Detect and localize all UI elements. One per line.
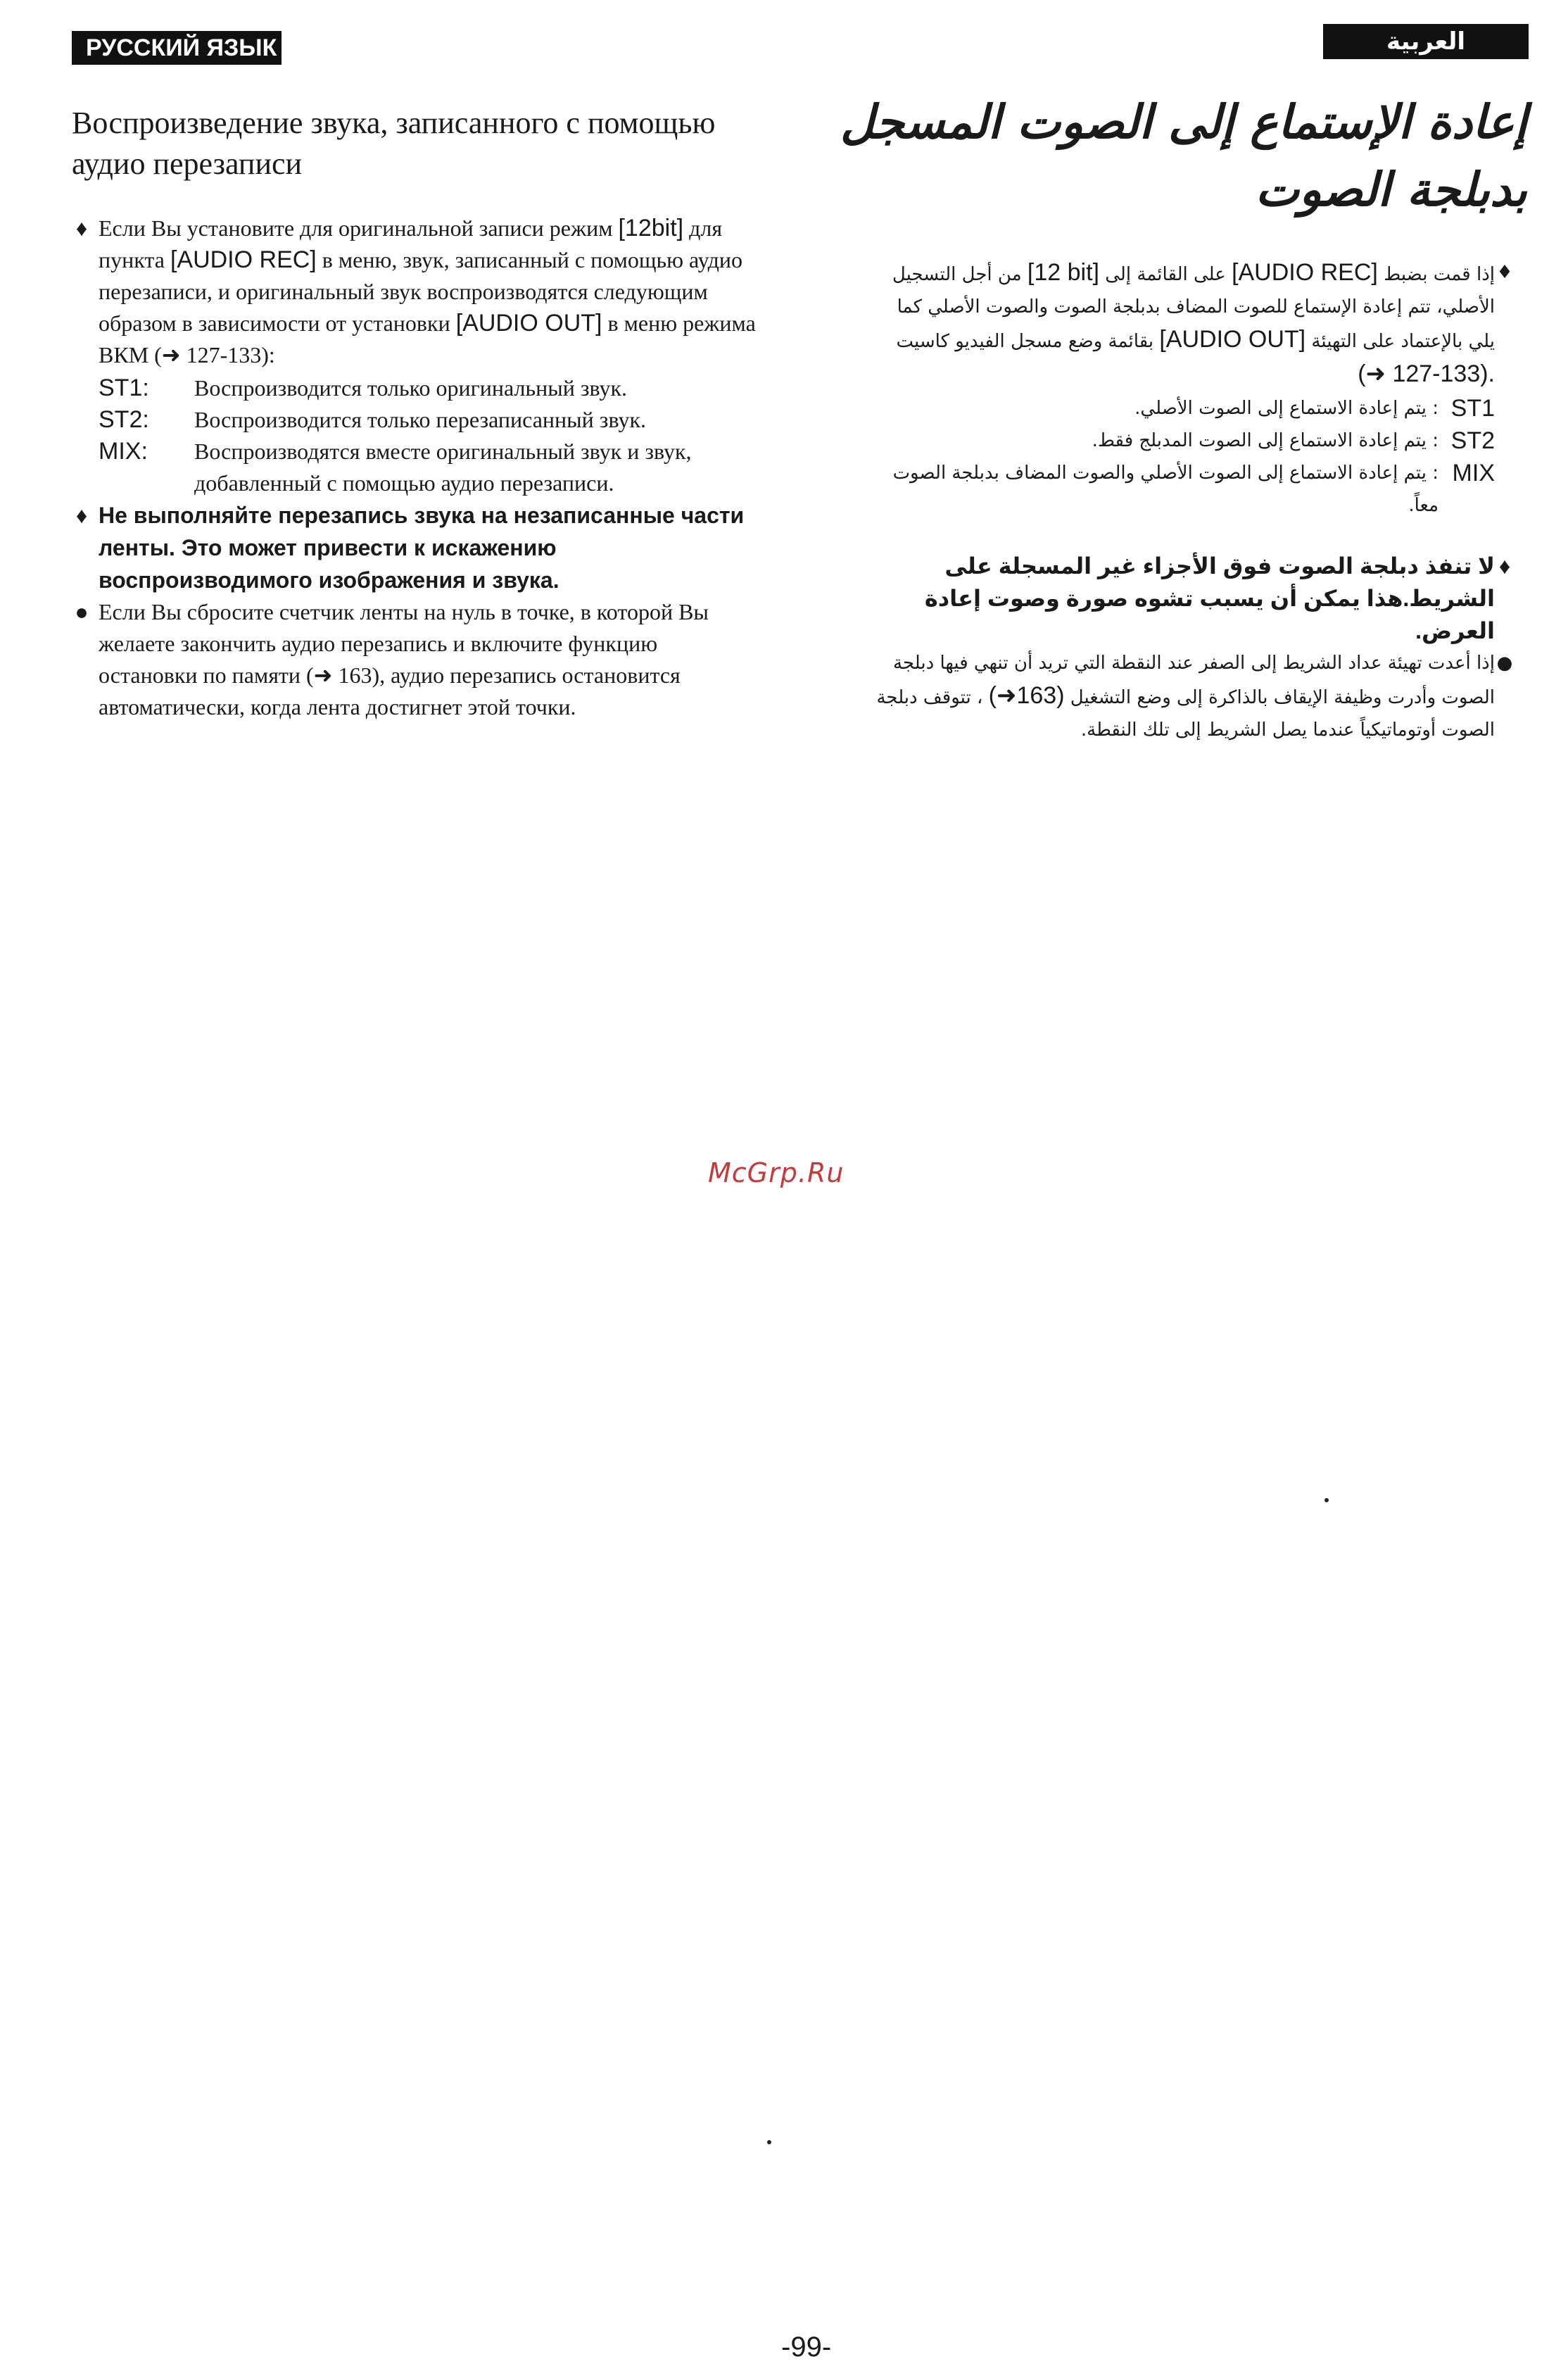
ru-p1-text-1: Если Вы установите для оригинальной записи режим: [99, 215, 619, 241]
mode-code: MIX: [1452, 460, 1495, 486]
ru-section-title: Воспроизведение звука, записанного с помощью аудио перезаписи: [72, 106, 716, 181]
ar-paragraph-1: [866, 256, 1513, 392]
diamond-bullet-icon: ♦: [75, 503, 88, 528]
ar-paragraph-3: [866, 647, 1513, 746]
ru-p3-text: Если Вы сбросите счетчик ленты на нуль в точке, в которой Вы желаете закончить аудио перезапись и включите функцию остановки по памяти (➜ 163), аудио перезапись остановится автоматически, когда лента достигнет этой точки.: [99, 599, 709, 719]
ru-p2-text: Не выполняйте перезапись звука на незаписанные части ленты. Это может привести к искажению воспроизводимого изображения и звука.: [99, 503, 745, 593]
mode-code: ST2: [1450, 427, 1495, 454]
page-number: -99-: [781, 2332, 832, 2363]
ru-p1-text-2: для пункта: [99, 215, 723, 272]
ar-p1-text-2: على القائمة إلى: [1099, 264, 1232, 285]
mode-code: ST2:: [99, 406, 149, 433]
ar-mode-mix: [866, 457, 1495, 522]
ar-p2-text: لا تنفذ دبلجة الصوت فوق الأجزاء غير المسجلة على الشريط.هذا يمكن أن يسبب تشوه صورة وصوت إعادة العرض.: [924, 553, 1495, 643]
circle-bullet-icon: ●: [75, 599, 89, 624]
ar-p1-highlight-audio-out: [AUDIO OUT]: [1159, 326, 1306, 353]
mode-description: Воспроизводится только перезаписанный звук.: [194, 407, 646, 432]
mode-code: ST1: [1450, 395, 1495, 422]
ar-paragraph-2-warning: [866, 550, 1513, 647]
ru-p1-text-4: в меню режима ВКМ (➜ 127-133):: [99, 310, 756, 367]
ar-section-title: إعادة الإستماع إلى الصوت المسجل بدبلجة الصوت: [840, 95, 1527, 217]
speck-dot: [767, 2140, 771, 2144]
ar-p3-text-2: ، تتوقف دبلجة الصوت أوتوماتيكياً عندما يصل الشريط إلى تلك النقطة.: [876, 687, 1495, 741]
ar-mode-list: [866, 392, 1495, 522]
mode-description: Воспроизводятся вместе оригинальный звук и звук, добавленный с помощью аудио перезаписи.: [194, 439, 692, 496]
ar-p1-text-4: بقائمة وضع مسجل الفيديو كاسيت: [896, 331, 1160, 352]
ru-p1-highlight-audio-rec: [AUDIO REC]: [170, 246, 317, 273]
ru-mode-st2: [99, 404, 757, 436]
circle-bullet-icon: ●: [1496, 653, 1513, 674]
ar-p1-reference: (➜ 127-133).: [1358, 360, 1495, 387]
ru-paragraph-1: [68, 213, 757, 371]
mode-code: MIX:: [99, 438, 148, 465]
ru-paragraph-2-warning: [68, 499, 757, 596]
ru-p1-text-3: в меню, звук, записанный с помощью аудио перезаписи, и оригинальный звук воспроизводятся следующим образом в зависимости от установки: [99, 247, 742, 336]
mode-description: : يتم إعادة الاستماع إلى الصوت الأصلي.: [1134, 398, 1439, 419]
ru-paragraph-3: [68, 596, 757, 723]
diamond-bullet-icon: ♦: [1496, 262, 1513, 283]
speck-dot: [1324, 1498, 1329, 1502]
language-tab-arabic: العربية: [1323, 24, 1529, 59]
mode-description: : يتم إعادة الاستماع إلى الصوت الأصلي والصوت المضاف بدبلجة الصوت معاً.: [892, 463, 1439, 516]
watermark: McGrp.Ru: [708, 1157, 845, 1188]
ru-body: [68, 213, 757, 723]
ru-mode-mix: [99, 436, 757, 499]
ru-p1-highlight-12bit: [12bit]: [618, 215, 684, 241]
mode-description: : يتم إعادة الاستماع إلى الصوت المدبلج فقط.: [1092, 430, 1439, 451]
ar-body: [866, 256, 1513, 746]
ar-p3-text-1: إذا أعدت تهيئة عداد الشريط إلى الصفر عند النقطة التي تريد أن تنهي فيها دبلجة الصوت وأدرت وظيفة الإيقاف بالذاكرة إلى وضع التشغيل: [893, 653, 1495, 708]
ar-p1-text-3: من أجل التسجيل الأصلي، تتم إعادة الإستماع للصوت المضاف بدبلجة الصوت والصوت الأصلي كما يلي بالإعتماد على التهيئة: [892, 264, 1495, 352]
ru-p1-highlight-audio-out: [AUDIO OUT]: [455, 310, 602, 337]
diamond-bullet-icon: ♦: [75, 215, 88, 241]
ar-p1-highlight-audio-rec: [AUDIO REC]: [1232, 259, 1378, 286]
language-tab-russian: РУССКИЙ ЯЗЫК: [72, 31, 282, 65]
ru-mode-st1: [99, 372, 757, 404]
ar-p3-reference: (➜163): [988, 682, 1065, 709]
ru-mode-list: [99, 372, 757, 499]
mode-code: ST1:: [99, 375, 149, 401]
ar-mode-st1: [866, 392, 1495, 424]
ar-p1-highlight-12bit: [12 bit]: [1027, 259, 1099, 286]
ar-mode-st2: [866, 424, 1495, 457]
diamond-bullet-icon: ♦: [1498, 553, 1511, 579]
ar-p1-text-1: إذا قمت بضبط: [1377, 264, 1495, 285]
mode-description: Воспроизводится только оригинальный звук.: [194, 375, 628, 401]
